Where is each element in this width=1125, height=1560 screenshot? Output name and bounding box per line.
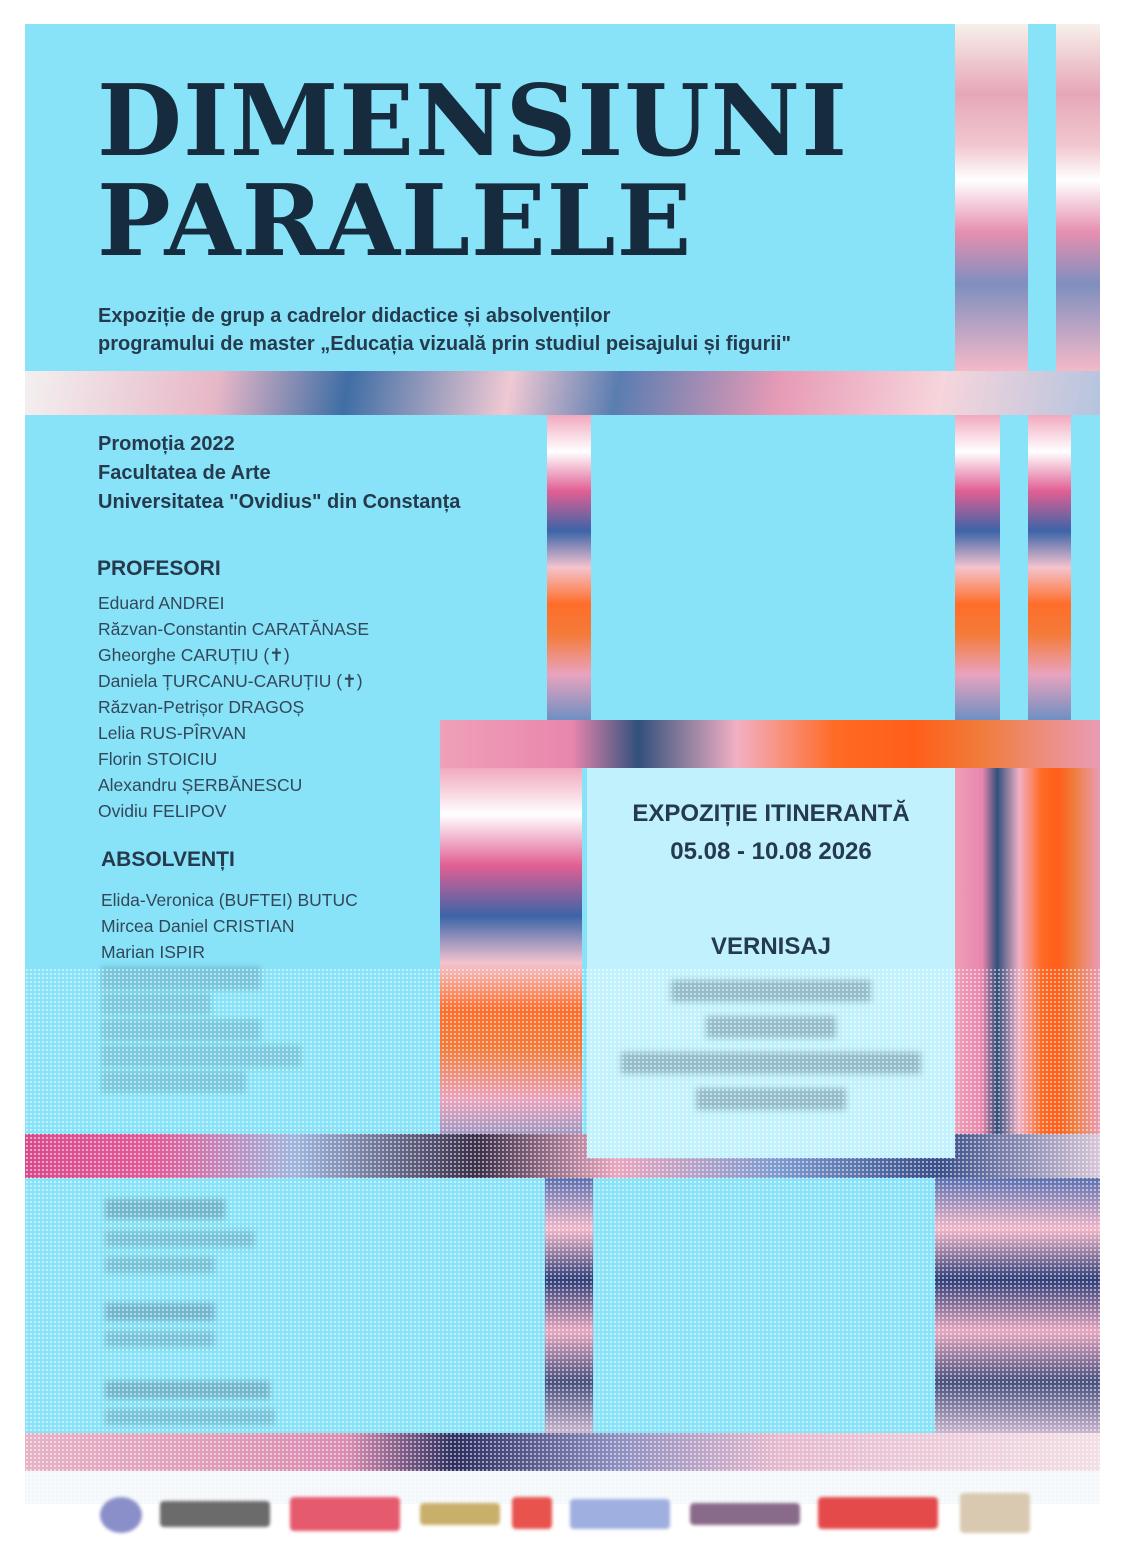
professor-name: Răzvan-Constantin CARATĂNASE bbox=[98, 619, 370, 639]
poster bbox=[25, 24, 1100, 1504]
professor-name: Gheorghe CARUȚIU (✝) bbox=[98, 645, 290, 665]
painting-strip-middle bbox=[440, 720, 1100, 768]
sponsor-logo bbox=[818, 1497, 938, 1529]
sponsor-logo bbox=[290, 1497, 400, 1531]
poster-title bbox=[97, 64, 977, 279]
sponsor-logos bbox=[100, 1493, 1040, 1533]
institution-block bbox=[98, 430, 543, 517]
professor-name: Răzvan-Petrișor DRAGOȘ bbox=[98, 697, 305, 717]
graduate-name: Mircea Daniel CRISTIAN bbox=[101, 916, 295, 936]
graduates-list bbox=[101, 887, 358, 965]
professors-list bbox=[98, 590, 369, 824]
professor-name: Florin STOICIU bbox=[98, 749, 218, 769]
subtitle bbox=[98, 302, 998, 358]
title-line-1: DIMENSIUNI bbox=[97, 64, 849, 179]
professor-name: Lelia RUS-PÎRVAN bbox=[98, 723, 247, 743]
graduates-heading: ABSOLVENȚI bbox=[101, 848, 235, 871]
sponsor-logo bbox=[160, 1501, 270, 1527]
title-line-2: PARALELE bbox=[97, 164, 693, 279]
event-type: EXPOZIȚIE ITINERANTĂ bbox=[632, 800, 910, 827]
promotion-year: Promoția 2022 bbox=[98, 433, 235, 455]
sponsor-logo bbox=[570, 1499, 670, 1529]
sponsor-logo bbox=[690, 1503, 800, 1525]
graduate-name: Marian ISPIR bbox=[101, 942, 206, 962]
professors-heading: PROFESORI bbox=[97, 557, 221, 580]
professor-name: Eduard ANDREI bbox=[98, 593, 225, 613]
cyan-panel-center bbox=[591, 415, 955, 720]
noise-overlay bbox=[25, 968, 1100, 1504]
cyan-stripe-right bbox=[1028, 24, 1056, 371]
professor-name: Ovidiu FELIPOV bbox=[98, 801, 227, 821]
sponsor-logo bbox=[960, 1493, 1030, 1533]
sponsor-logo bbox=[420, 1503, 500, 1525]
sponsor-logo bbox=[100, 1497, 142, 1533]
professor-name: Alexandru ȘERBĂNESCU bbox=[98, 775, 303, 795]
cyan-panel-right-2 bbox=[1071, 415, 1100, 720]
vernisaj-heading: VERNISAJ bbox=[710, 933, 832, 960]
subtitle-line-2: programului de master „Educația vizuală prin studiul peisajului și figurii" bbox=[98, 333, 791, 355]
subtitle-line-1: Expoziție de grup a cadrelor didactice și absolvenților bbox=[98, 305, 611, 327]
faculty-name: Facultatea de Arte bbox=[98, 462, 271, 484]
cyan-panel-right bbox=[1000, 415, 1028, 720]
graduate-name: Elida-Veronica (BUFTEI) BUTUC bbox=[101, 890, 358, 910]
event-dates: 05.08 - 10.08 2026 bbox=[670, 838, 872, 865]
professor-name: Daniela ȚURCANU-CARUȚIU (✝) bbox=[98, 671, 363, 691]
university-name: Universitatea "Ovidius" din Constanța bbox=[98, 491, 461, 513]
sponsor-logo bbox=[512, 1497, 552, 1529]
painting-strip-top bbox=[25, 371, 1100, 415]
